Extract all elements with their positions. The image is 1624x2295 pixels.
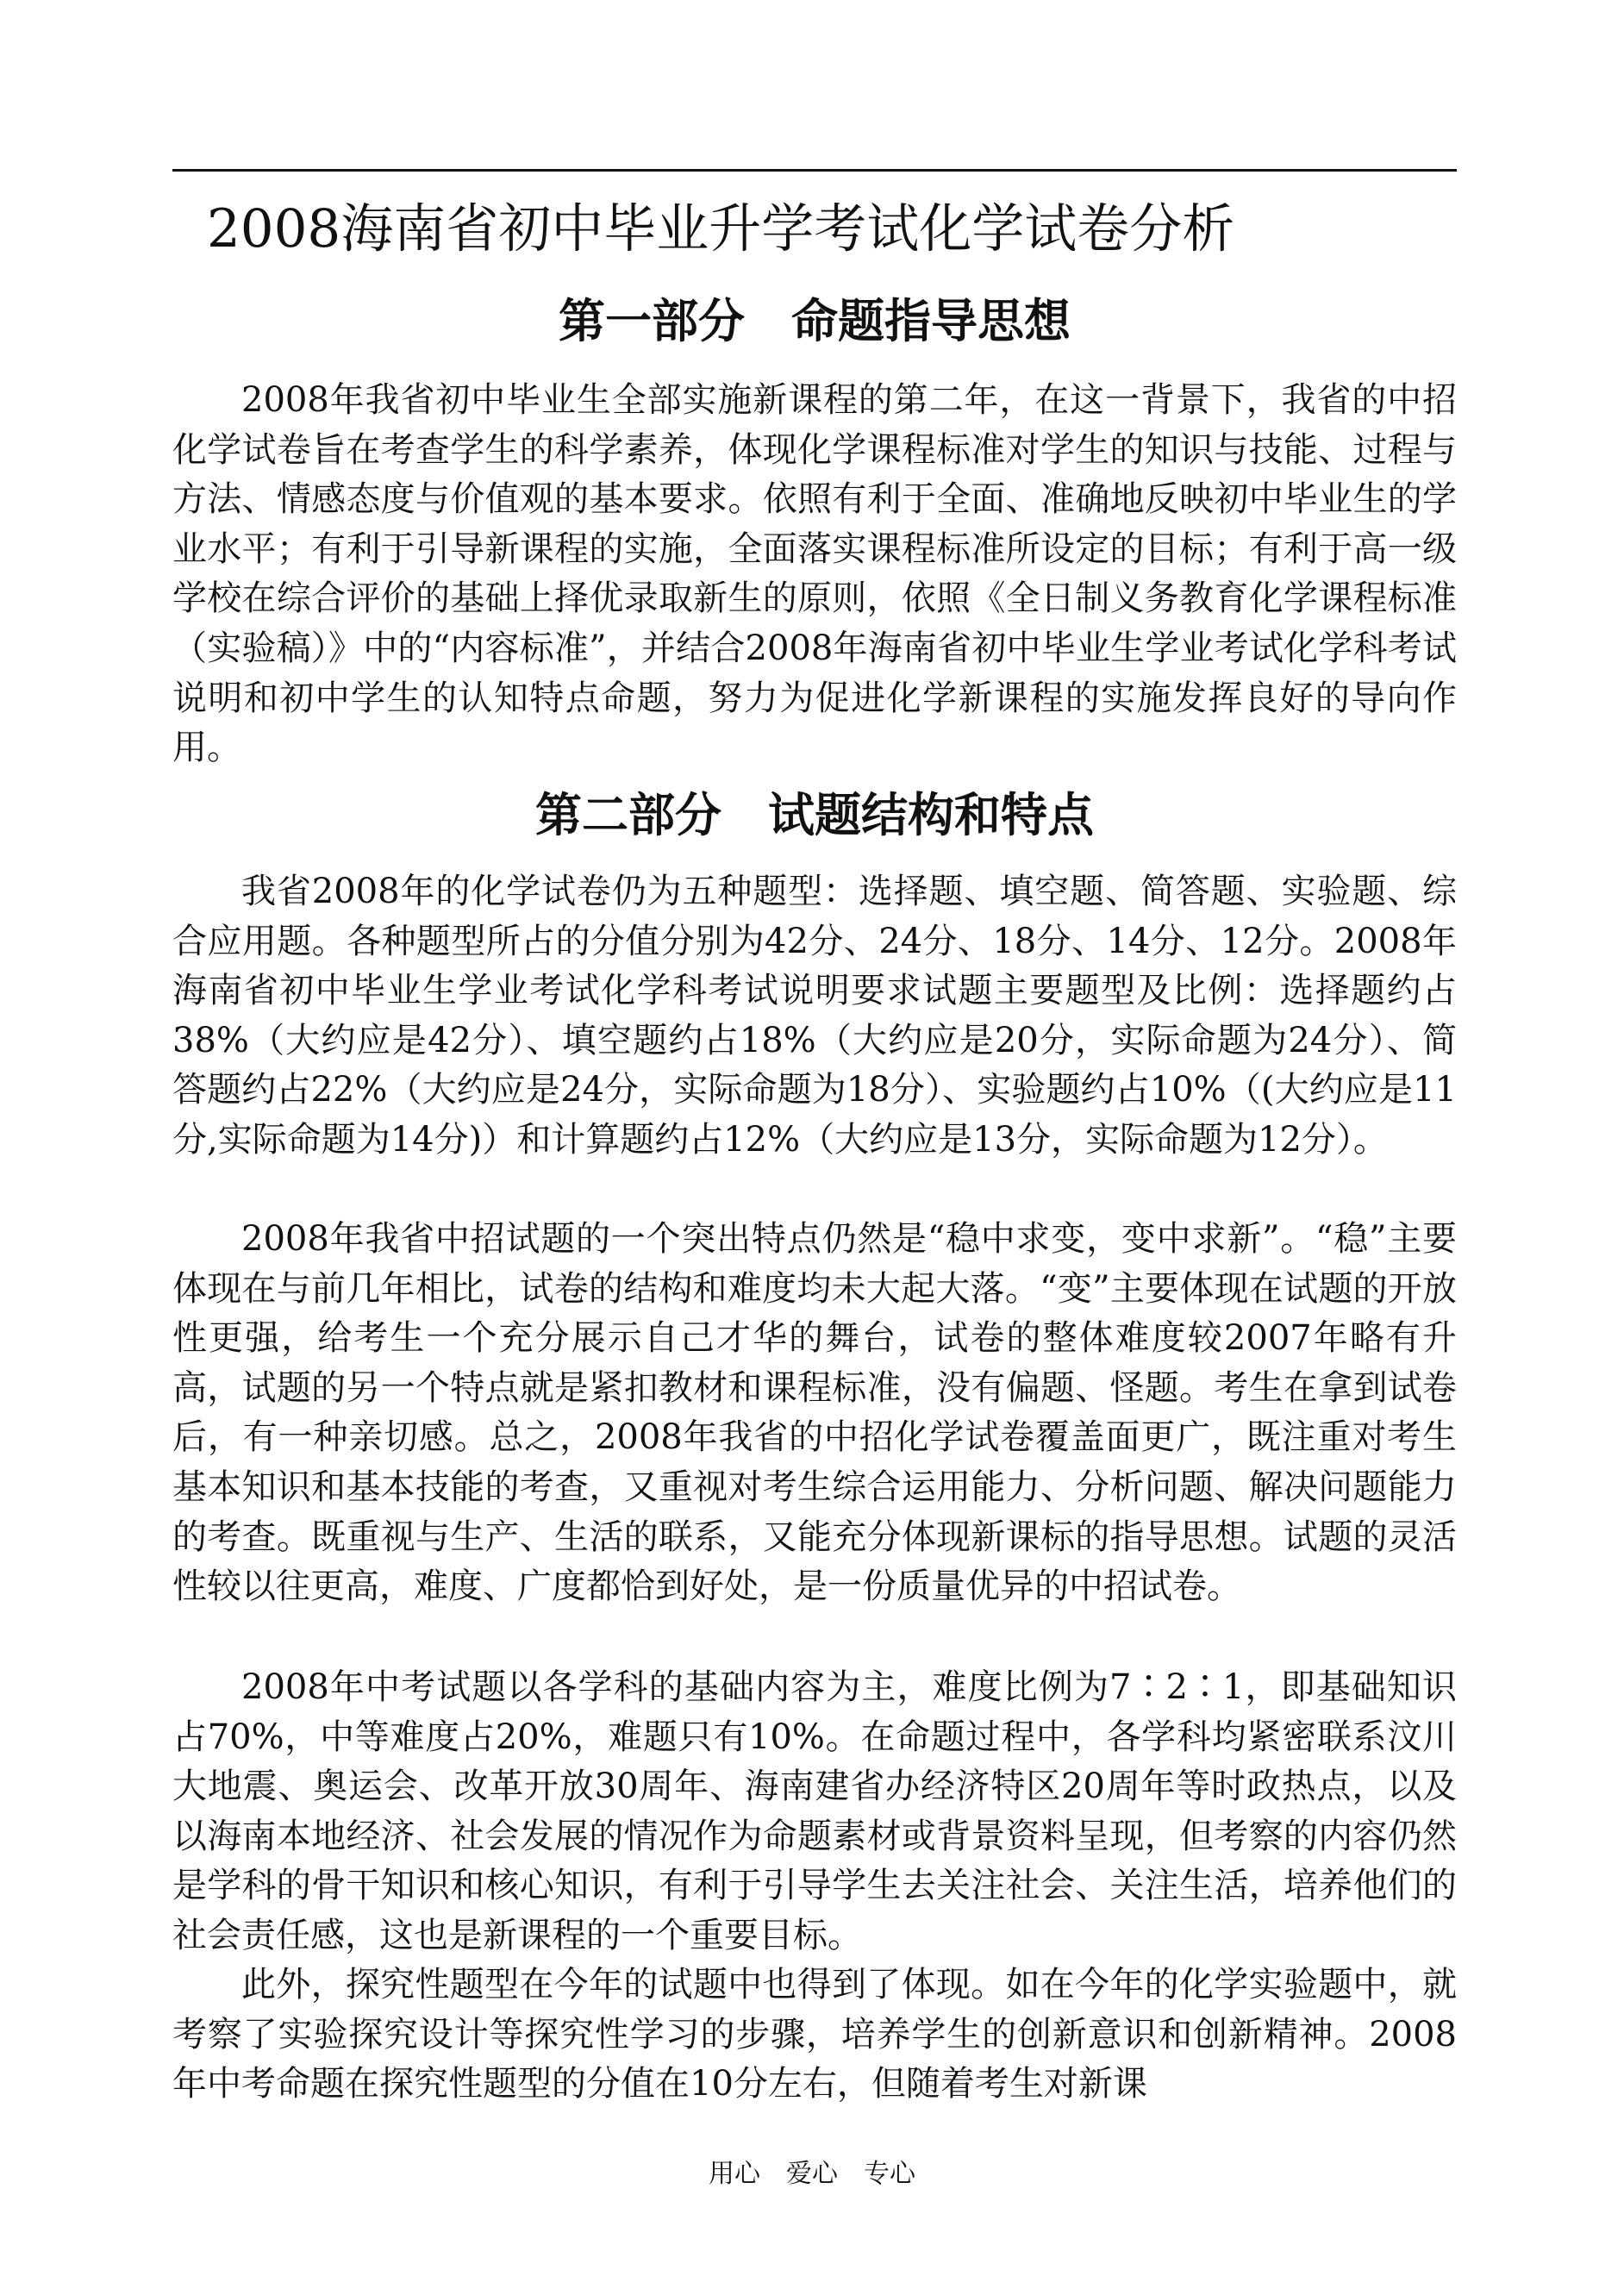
paragraph: 2008年我省中招试题的一个突出特点仍然是“稳中求变，变中求新”。“稳”主要体现在与前几年相比，试卷的结构和难度均未大起大落。“变”主要体现在试题的开放性更强，给考生一个充分展示自己才华的舞台，试卷的整体难度较2007年略有升高，试题的另一个特点就是紧扣教材和课程标准，没有偏题、怪题。考生在拿到试卷后，有一种亲切感。总之，2008年我省的中招化学试卷覆盖面更广，既注重对考生基本知识和基本技能的考查，又重视对考生综合运用能力、分析问题、解决问题能力的考查。既重视与生产、生活的联系，又能充分体现新课标的指导思想。试题的灵活性较以往更高，难度、广度都恰到好处，是一份质量优异的中招试卷。 (172, 1219, 1457, 1607)
section-heading-1: 第一部分 命题指导思想 (559, 293, 1071, 348)
section-heading-2: 第二部分 试题结构和特点 (535, 787, 1094, 842)
page-title: 2008海南省初中毕业升学考试化学试卷分析 (207, 198, 1235, 260)
paragraph: 此外，探究性题型在今年的试题中也得到了体现。如在今年的化学实验题中，就考察了实验探究设计等探究性学习的步骤，培养学生的创新意识和创新精神。2008年中考命题在探究性题型的分值在10分左右，但随着考生对新课 (172, 1965, 1457, 2104)
paragraph: 2008年中考试题以各学科的基础内容为主，难度比例为7∶2∶1，即基础知识占70%，中等难度占20%，难题只有10%。在命题过程中，各学科均紧密联系汶川大地震、奥运会、改革开放30周年、海南建省办经济特区20周年等时政热点，以及以海南本地经济、社会发展的情况作为命题素材或背景资料呈现，但考察的内容仍然是学科的骨干知识和核心知识，有利于引导学生去关注社会、关注生活，培养他们的社会责任感，这也是新课程的一个重要目标。 (172, 1667, 1457, 1955)
paragraph: 2008年我省初中毕业生全部实施新课程的第二年，在这一背景下，我省的中招化学试卷旨在考查学生的科学素养，体现化学课程标准对学生的知识与技能、过程与方法、情感态度与价值观的基本要求。依照有利于全面、准确地反映初中毕业生的学业水平；有利于引导新课程的实施，全面落实课程标准所设定的目标；有利于高一级学校在综合评价的基础上择优录取新生的原则，依照《全日制义务教育化学课程标准（实验稿）》中的“内容标准”，并结合2008年海南省初中毕业生学业考试化学科考试说明和初中学生的认知特点命题，努力为促进化学新课程的实施发挥良好的导向作用。 (172, 380, 1457, 768)
page-footer: 用心 爱心 专心 (709, 2159, 915, 2189)
header-rule (172, 169, 1457, 172)
paragraph: 我省2008年的化学试卷仍为五种题型：选择题、填空题、简答题、实验题、综合应用题。各种题型所占的分值分别为42分、24分、18分、14分、12分。2008年海南省初中毕业生学业考试化学科考试说明要求试题主要题型及比例：选择题约占38%（大约应是42分）、填空题约占18%（大约应是20分，实际命题为24分）、简答题约占22%（大约应是24分，实际命题为18分）、实验题约占10%（(大约应是11分,实际命题为14分)）和计算题约占12%（大约应是13分，实际命题为12分）。 (172, 872, 1457, 1160)
